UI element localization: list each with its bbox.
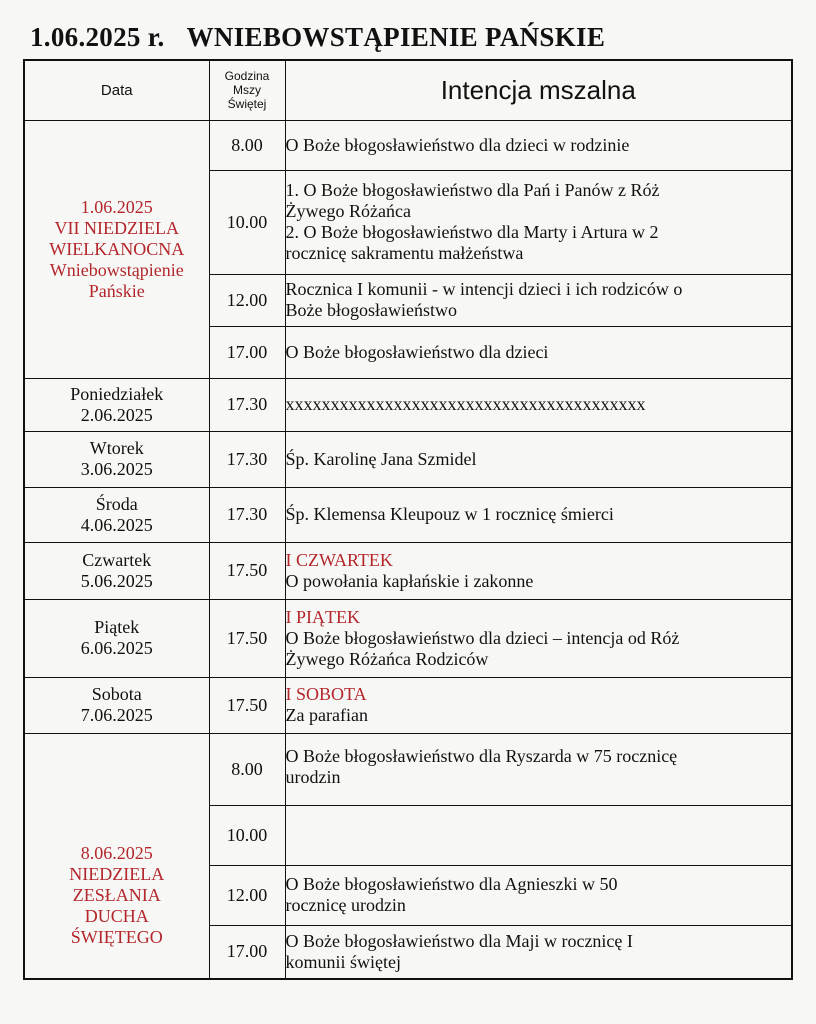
mass-intention	[285, 805, 792, 865]
special-day-label: I CZWARTEK	[285, 549, 393, 570]
mass-time: 17.50	[209, 542, 285, 599]
header-date: Data	[24, 60, 209, 120]
mass-time: 17.30	[209, 431, 285, 487]
table-row	[24, 378, 792, 431]
mass-intention: Śp. Karolinę Jana Szmidel	[285, 431, 792, 487]
day-label: Piątek 6.06.2025	[24, 599, 209, 677]
day-label: Poniedziałek 2.06.2025	[24, 378, 209, 431]
mass-time: 12.00	[209, 865, 285, 925]
table-row	[24, 733, 792, 805]
header-time: Godzina Mszy Świętej	[209, 60, 285, 120]
day-label: Czwartek 5.06.2025	[24, 542, 209, 599]
special-day-label: I SOBOTA	[285, 684, 367, 704]
mass-intention: O Boże błogosławieństwo dla Maji w rocznicę I komunii świętej	[285, 925, 792, 979]
mass-time: 12.00	[209, 274, 285, 326]
day-label: Sobota 7.06.2025	[24, 677, 209, 733]
header-row	[24, 60, 792, 120]
mass-intention: I PIĄTEK O Boże błogosławieństwo dla dzieci – intencja od Róż Żywego Różańca Rodziców	[285, 599, 792, 677]
mass-time: 8.00	[209, 120, 285, 170]
mass-intention: Śp. Klemensa Kleupouz w 1 rocznicę śmierci	[285, 487, 792, 542]
mass-time: 10.00	[209, 170, 285, 274]
mass-time: 17.30	[209, 487, 285, 542]
mass-time: 17.00	[209, 326, 285, 378]
title-feast: WNIEBOWSTĄPIENIE PAŃSKIE	[186, 22, 606, 52]
mass-intention: O Boże błogosławieństwo dla dzieci w rodzinie	[285, 120, 792, 170]
mass-intention: Rocznica I komunii - w intencji dzieci i ich rodziców o Boże błogosławieństwo	[285, 274, 792, 326]
special-day-label: I PIĄTEK	[285, 606, 360, 627]
day-label: Wtorek 3.06.2025	[24, 431, 209, 487]
mass-intention: I CZWARTEK O powołania kapłańskie i zakonne	[285, 542, 792, 599]
header-intention: Intencja mszalna	[285, 60, 792, 120]
table-row	[24, 677, 792, 733]
mass-intention: 1. O Boże błogosławieństwo dla Pań i Panów z Róż Żywego Różańca 2. O Boże błogosławieństwo dla Marty i Artura w 2 rocznicę sakramentu małżeństwa	[285, 170, 792, 274]
table-row	[24, 487, 792, 542]
mass-time: 17.00	[209, 925, 285, 979]
table-row	[24, 431, 792, 487]
mass-time: 8.00	[209, 733, 285, 805]
table-row	[24, 542, 792, 599]
mass-intention: O Boże błogosławieństwo dla dzieci	[285, 326, 792, 378]
mass-intention: O Boże błogosławieństwo dla Ryszarda w 75 rocznicę urodzin	[285, 733, 792, 805]
mass-intention: O Boże błogosławieństwo dla Agnieszki w 50 rocznicę urodzin	[285, 865, 792, 925]
mass-time: 17.50	[209, 677, 285, 733]
mass-intention: xxxxxxxxxxxxxxxxxxxxxxxxxxxxxxxxxxxxxxxx	[285, 378, 792, 431]
day-label-sunday-2: 8.06.2025 NIEDZIELA ZESŁANIA DUCHA ŚWIĘTEGO	[24, 733, 209, 979]
mass-schedule-table	[23, 59, 793, 980]
table-row	[24, 599, 792, 677]
mass-time: 17.30	[209, 378, 285, 431]
mass-time: 17.50	[209, 599, 285, 677]
mass-intention: I SOBOTA Za parafian	[285, 677, 792, 733]
page-title	[30, 22, 605, 53]
mass-time: 10.00	[209, 805, 285, 865]
title-date: 1.06.2025 r.	[30, 22, 165, 52]
day-label: Środa 4.06.2025	[24, 487, 209, 542]
table-row	[24, 120, 792, 170]
day-label-sunday-1: 1.06.2025 VII NIEDZIELA WIELKANOCNA Wniebowstąpienie Pańskie	[24, 120, 209, 378]
